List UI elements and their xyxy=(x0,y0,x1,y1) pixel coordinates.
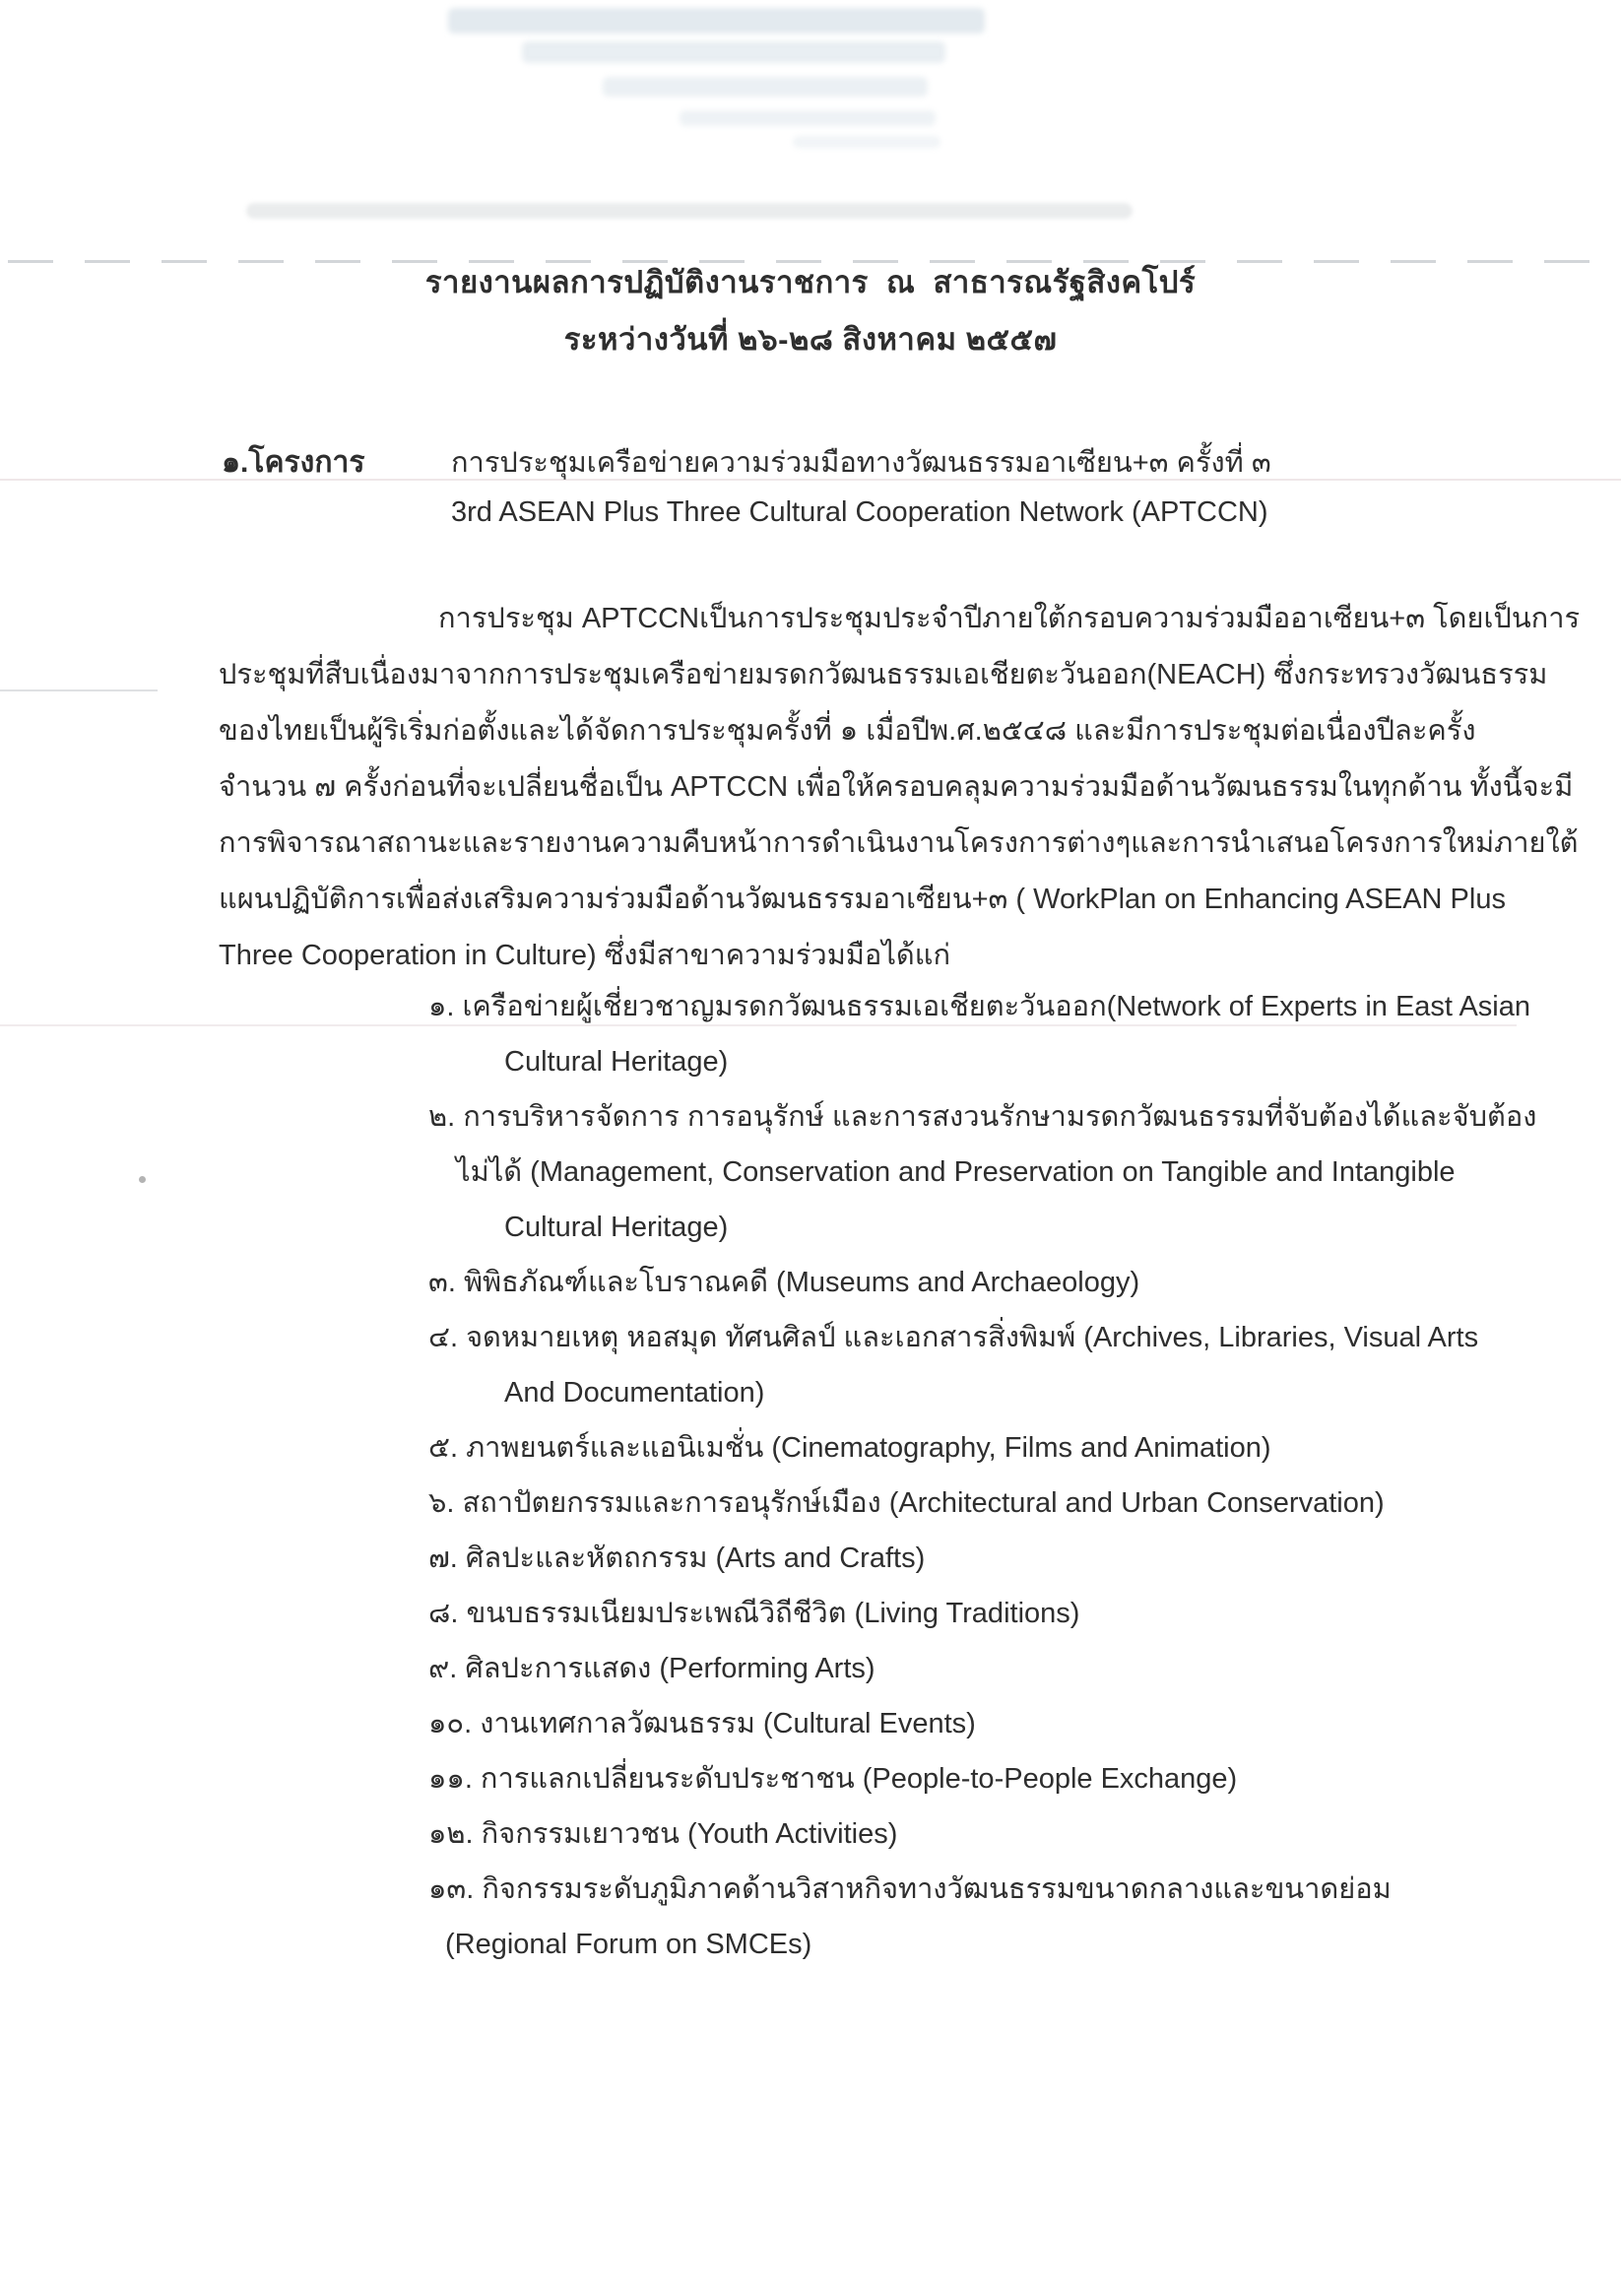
report-title-line-2: ระหว่างวันที่ ๒๖-๒๘ สิงหาคม ๒๕๕๗ xyxy=(563,322,1058,357)
scan-line-artifact xyxy=(0,689,158,691)
list-item: ๑๐. งานเทศกาลวัฒนธรรม (Cultural Events) xyxy=(428,1708,976,1739)
project-section-label: ๑.โครงการ xyxy=(222,446,365,479)
list-item-cont: (Regional Forum on SMCEs) xyxy=(445,1929,812,1960)
list-item-cont: Cultural Heritage) xyxy=(504,1212,729,1243)
list-item-cont: And Documentation) xyxy=(504,1377,765,1409)
list-item-cont: Cultural Heritage) xyxy=(504,1046,729,1078)
ink-bleed-artifact xyxy=(680,110,936,126)
report-title-line-1: รายงานผลการปฏิบัติงานราชการ ณ สาธารณรัฐสิงคโปร์ xyxy=(424,265,1197,299)
project-name-english: 3rd ASEAN Plus Three Cultural Cooperation Network (APTCCN) xyxy=(451,496,1268,528)
list-item: ๘. ขนบธรรมเนียมประเพณีวิถีชีวิต (Living Traditions) xyxy=(428,1598,1080,1629)
paragraph-line: แผนปฏิบัติการเพื่อส่งเสริมความร่วมมือด้านวัฒนธรรมอาเซียน+๓ ( WorkPlan on Enhancing ASEAN Plus xyxy=(219,884,1506,915)
list-item: ๕. ภาพยนตร์และแอนิเมชั่น (Cinematography, Films and Animation) xyxy=(428,1432,1271,1464)
ink-bleed-artifact xyxy=(603,77,928,97)
list-item: ๓. พิพิธภัณฑ์และโบราณคดี (Museums and Archaeology) xyxy=(428,1267,1140,1298)
report-title xyxy=(0,254,1621,368)
list-item: ๔. จดหมายเหตุ หอสมุด ทัศนศิลป์ และเอกสารสิ่งพิมพ์ (Archives, Libraries, Visual Arts xyxy=(428,1322,1479,1353)
list-item: ๑๓. กิจกรรมระดับภูมิภาคด้านวิสาหกิจทางวัฒนธรรมขนาดกลางและขนาดย่อม xyxy=(428,1873,1392,1905)
list-item: ๑๑. การแลกเปลี่ยนระดับประชาชน (People-to-People Exchange) xyxy=(428,1763,1238,1795)
cooperation-fields-list xyxy=(428,979,1537,1972)
paragraph-line: การประชุม APTCCNเป็นการประชุมประจำปีภายใต้กรอบความร่วมมืออาเซียน+๓ โดยเป็นการ xyxy=(438,603,1581,634)
ink-bleed-artifact xyxy=(522,41,945,63)
list-item: ๑๒. กิจกรรมเยาวชน (Youth Activities) xyxy=(428,1818,898,1850)
paragraph-line: ของไทยเป็นผู้ริเริ่มก่อตั้งและได้จัดการประชุมครั้งที่ ๑ เมื่อปีพ.ศ.๒๕๔๘ และมีการประชุมต่อเนื่องปีละครั้ง xyxy=(219,715,1476,747)
list-item-cont: ไม่ได้ (Management, Conservation and Preservation on Tangible and Intangible xyxy=(456,1156,1456,1188)
paragraph-line: จำนวน ๗ ครั้งก่อนที่จะเปลี่ยนชื่อเป็น APTCCN เพื่อให้ครอบคลุมความร่วมมือด้านวัฒนธรรมในทุกด้าน ทั้งนี้จะมี xyxy=(219,771,1574,803)
list-item: ๙. ศิลปะการแสดง (Performing Arts) xyxy=(428,1653,875,1684)
scan-smudge-artifact xyxy=(246,203,1133,219)
list-item: ๖. สถาปัตยกรรมและการอนุรักษ์เมือง (Architectural and Urban Conservation) xyxy=(428,1487,1385,1519)
paragraph-line: ประชุมที่สืบเนื่องมาจากการประชุมเครือข่ายมรดกวัฒนธรรมเอเชียตะวันออก(NEACH) ซึ่งกระทรวงวัฒนธรรม xyxy=(219,659,1548,690)
body-paragraph xyxy=(219,591,1581,984)
list-item: ๑. เครือข่ายผู้เชี่ยวชาญมรดกวัฒนธรรมเอเชียตะวันออก(Network of Experts in East Asian xyxy=(428,991,1530,1022)
list-item: ๗. ศิลปะและหัตถกรรม (Arts and Crafts) xyxy=(428,1542,926,1574)
list-item: ๒. การบริหารจัดการ การอนุรักษ์ และการสงวนรักษามรดกวัฒนธรรมที่จับต้องได้และจับต้อง xyxy=(428,1101,1537,1133)
paragraph-line: การพิจารณาสถานะและรายงานความคืบหน้าการดำเนินงานโครงการต่างๆและการนำเสนอโครงการใหม่ภายใต้ xyxy=(219,827,1579,859)
ink-bleed-artifact xyxy=(448,8,985,33)
paragraph-line: Three Cooperation in Culture) ซึ่งมีสาขาความร่วมมือได้แก่ xyxy=(219,940,951,971)
project-name-thai: การประชุมเครือข่ายความร่วมมือทางวัฒนธรรมอาเซียน+๓ ครั้งที่ ๓ xyxy=(451,447,1271,479)
ink-bleed-artifact xyxy=(793,136,940,148)
scan-dot-artifact xyxy=(139,1176,146,1183)
